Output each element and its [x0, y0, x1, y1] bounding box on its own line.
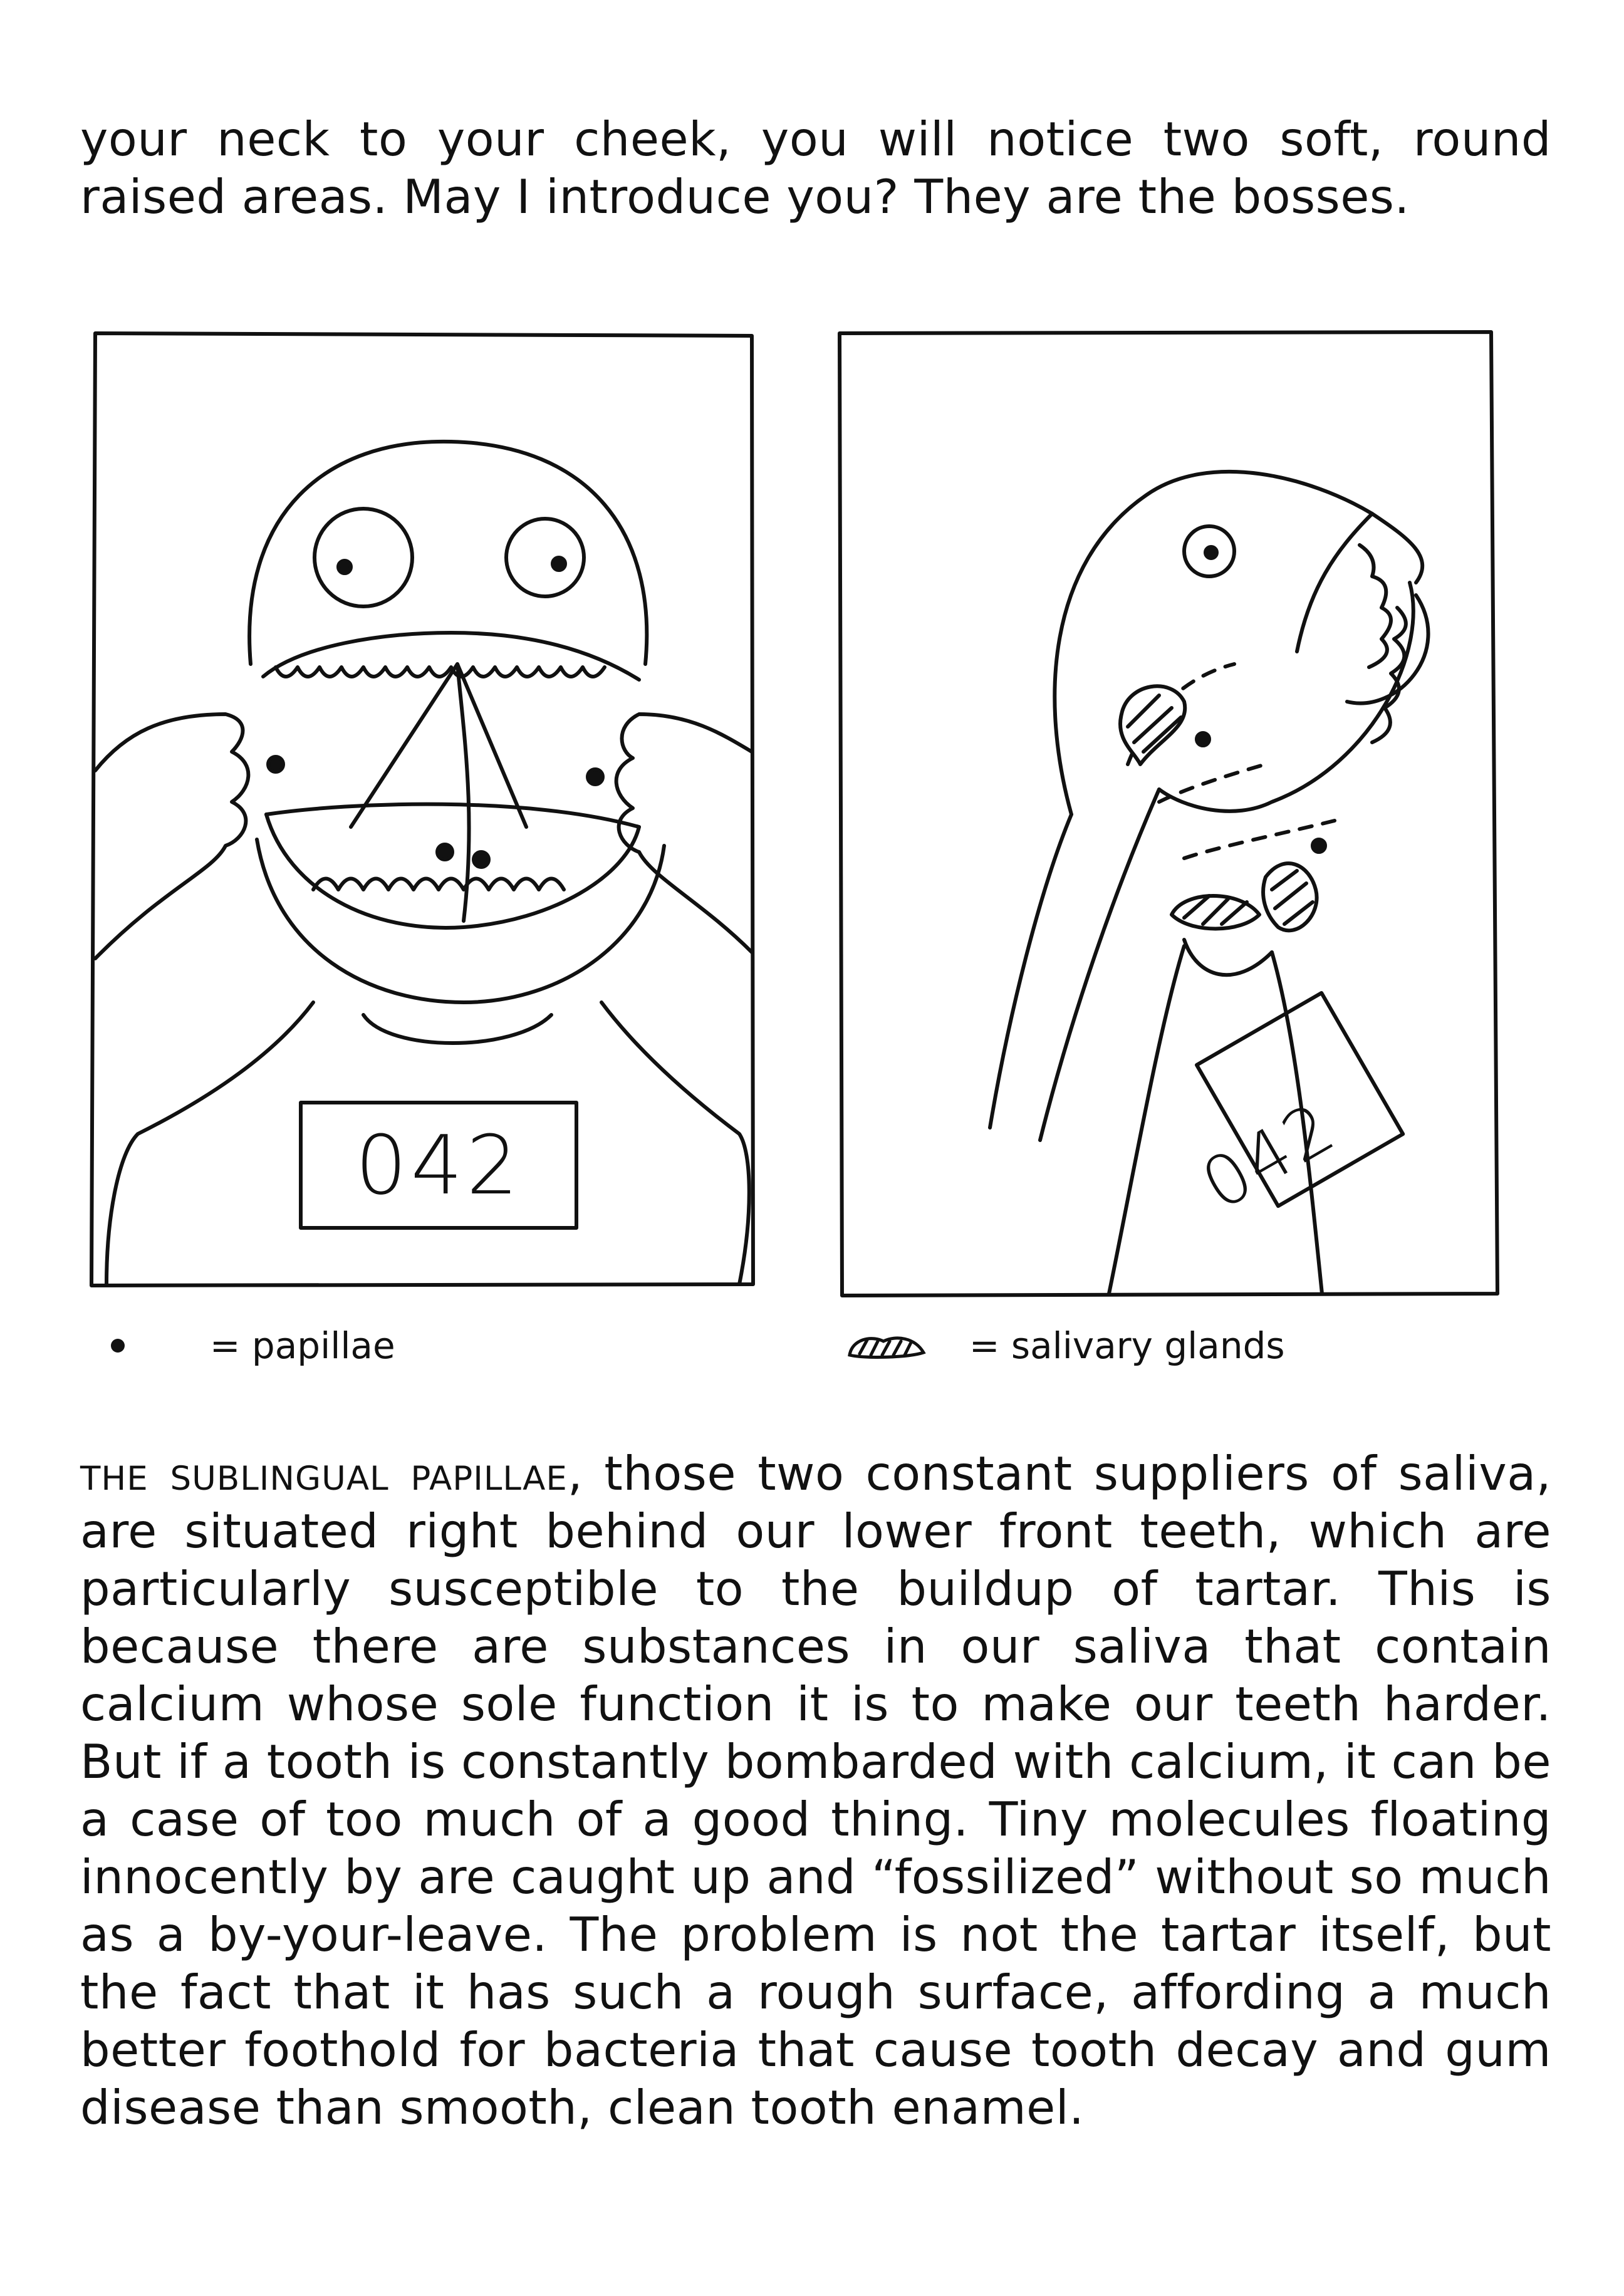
body-text: , those two constant suppliers of saliva, are situated right behind our lower front teeth, which are particularly susceptible to the buildup of tartar. This is because there are substances in our saliva that contain calcium whose sole function it is to make our teeth harder. But if a tooth is constantly bombarded with calcium, it can be a case of too much of a good thing. Tiny molecules floating innocently by are caught up and “fossilized” without so much as a by-your-leave. The problem is not the tartar itself, but the fact that it has such a rough surface, affording a much better foothold for bacteria that cause tooth decay and gum disease than smooth, clean tooth enamel.	[80, 1446, 1551, 2135]
salivary-gland-icon	[1172, 896, 1259, 929]
front-view-illustration	[88, 326, 764, 1291]
intro-paragraph: your neck to your cheek, you will notice two soft, round raised areas. May I introduce you? They are the bosses.	[80, 112, 1551, 224]
legend-glands-label: = salivary glands	[969, 1324, 1285, 1367]
salivary-gland-icon	[1263, 863, 1316, 930]
salivary-gland-icon	[1120, 686, 1185, 764]
front-badge: 042	[355, 1118, 523, 1213]
legend-papillae-label: = papillae	[209, 1324, 395, 1367]
dot-icon	[105, 1333, 130, 1358]
right-eye-icon	[506, 519, 584, 596]
body-paragraph	[80, 1445, 1551, 2136]
lead-smallcaps: the sublingual papillae	[80, 1446, 568, 1501]
hatched-gland-icon	[846, 1330, 927, 1361]
legend-glands	[846, 1322, 1285, 1372]
legend-papillae	[105, 1322, 395, 1372]
side-view-illustration	[833, 326, 1510, 1303]
side-badge: 042	[1188, 1086, 1350, 1225]
left-eye-icon	[315, 509, 412, 606]
